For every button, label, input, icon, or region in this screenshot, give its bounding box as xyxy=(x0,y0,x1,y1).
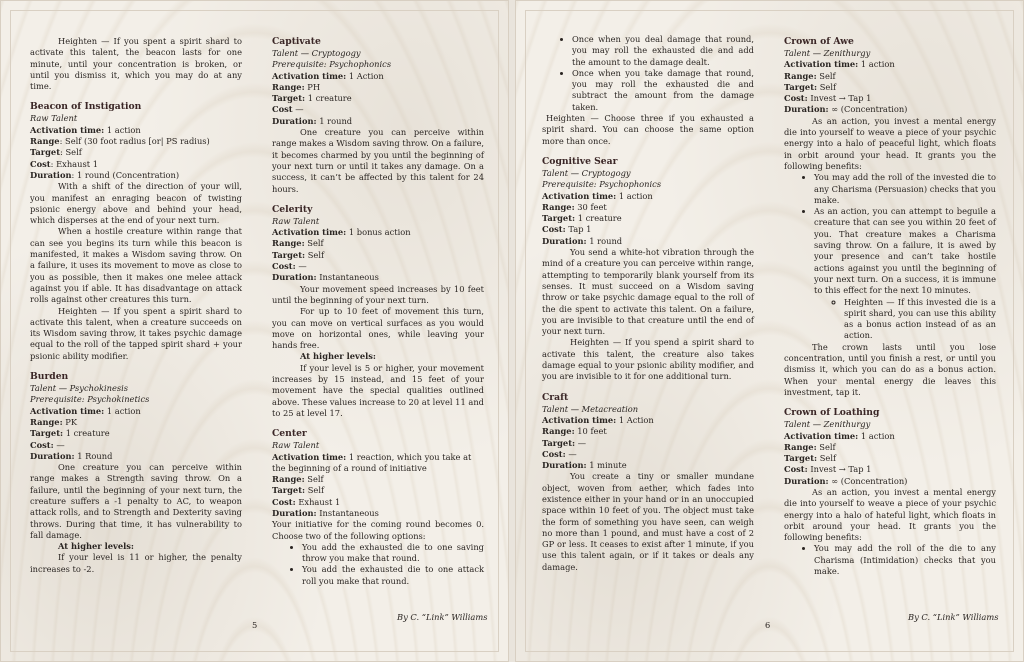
list-item xyxy=(814,206,996,342)
stat-line: Cost: — xyxy=(30,439,65,450)
stat-line: Range: Self xyxy=(272,238,324,249)
stat-line: Duration: 1 minute xyxy=(542,460,627,471)
stat-line: Cost: Exhaust 1 xyxy=(30,158,98,169)
heighten-intro: Heighten — If you spent a spirit shard to activate this talent, the beacon lasts for one minute, until your concentration is broken, or until you dismiss it, which you may do at any time. xyxy=(30,36,242,92)
stat-line: Duration: 1 round xyxy=(272,115,353,126)
stat-line: Target: Self xyxy=(272,249,325,260)
stat-line: Target: Self xyxy=(272,485,325,496)
list-item: • You add the exhausted die to one saving throw you make that round. xyxy=(302,542,484,565)
page6-column-2 xyxy=(784,36,996,577)
page-number: 6 xyxy=(765,620,771,630)
bullet-list xyxy=(784,543,996,577)
stat-line: Duration: Instantaneous xyxy=(272,507,379,518)
paragraph: For up to 10 feet of movement this turn, you can move on vertical surfaces as you would move on horizontal ones, while leaving your hands free. xyxy=(272,306,484,351)
stat-line: Cost: Exhaust 1 xyxy=(272,496,341,507)
stat-line: Activation time: 1 action xyxy=(784,59,895,70)
paragraph: As an action, you invest a mental energy die into yourself to weave a piece of your psychic energy into a halo of hateful light, which floats in orbit around your head. It grants you the following benefits: xyxy=(784,486,996,543)
talent-type: Talent — Cryptogogy xyxy=(542,167,631,178)
stat-line: Target: Self xyxy=(784,81,837,92)
page5-column-2 xyxy=(272,36,484,587)
list-item-text: As an action, you can attempt to beguile a creature that can see you within 20 feet of you. That creature makes a Charisma saving throw. On a failure, it is awed by your presence and can’t take hostile actions against you until the beginning of your next turn. On a success, it is immune to this effect for the next 10 minutes. xyxy=(814,206,996,296)
list-item: • You add the exhausted die to one attack roll you make that round. xyxy=(302,564,484,587)
author-footer: By C. “Link” Williams xyxy=(397,612,488,622)
stat-line: Cost: Tap 1 xyxy=(542,224,592,235)
higher-levels-label: At higher levels: xyxy=(300,351,376,362)
stat-line: Cost: — xyxy=(542,448,577,459)
paragraph: If your level is 11 or higher, the penalty increases to -2. xyxy=(30,552,242,574)
prerequisite: Prerequisite: Psychophonics xyxy=(542,179,662,190)
section-title: Captivate xyxy=(272,36,321,47)
talent-type: Raw Talent xyxy=(272,215,320,226)
paragraph: Heighten — If you spend a spirit shard to activate this talent, the creature also takes damage equal to your psionic ability modifier, and you are invisible to it for one additional turn. xyxy=(542,337,754,382)
bullet-list xyxy=(784,172,996,341)
paragraph: When a hostile creature within range that can see you begins its turn while this beacon is manifested, it makes a Wisdom saving throw. On a failure, it uses its movement to move as close to you as possible, then it makes one melee attack against you if able. It has disadvantage on attack rolls against other creatures this turn. xyxy=(30,226,242,305)
list-item: ◦ Heighten — If this invested die is a spirit shard, you can use this ability as a bonus action instead of as an action. xyxy=(844,297,996,342)
section-title: Beacon of Instigation xyxy=(30,101,142,113)
stat-line: Cost: Invest → Tap 1 xyxy=(784,93,872,104)
stat-line: Target: Self xyxy=(784,453,837,464)
stat-line: Target: Self xyxy=(30,147,82,158)
page-6 xyxy=(515,0,1024,662)
talent-type: Talent — Psychokinesis xyxy=(30,383,129,394)
stat-line: Duration: 1 Round xyxy=(30,450,113,461)
sub-bullet-list xyxy=(814,297,996,342)
stat-line: Range: Self (30 foot radius [or| PS radius) xyxy=(30,136,210,147)
stat-line: Target: 1 creature xyxy=(30,428,110,439)
talent-type: Talent — Metacreation xyxy=(542,403,639,414)
paragraph: Your initiative for the coming round becomes 0. Choose two of the following options: xyxy=(272,519,484,541)
talent-type: Raw Talent xyxy=(30,113,78,124)
prerequisite: Prerequisite: Psychophonics xyxy=(272,59,392,70)
stat-line: Range: 10 feet xyxy=(542,426,607,437)
stat-line: Activation time: 1 action xyxy=(30,405,141,416)
paragraph: You create a tiny or smaller mundane object, woven from aether, which fades into existence either in your hand or in an unoccupied space within 10 feet of you. The object must take the form of something you have seen, can weigh no more than 1 pound, and must have a cost of 2 GP or less. It ceases to exist after 1 minute, if you use this talent again, or if it takes or deals any damage. xyxy=(542,471,754,572)
section-title: Cognitive Sear xyxy=(542,155,618,167)
stat-line: Range: 30 feet xyxy=(542,201,607,212)
stat-line: Target: — xyxy=(542,437,587,448)
bullet-list xyxy=(542,34,754,113)
list-item: • You may add the roll of the die to any Charisma (Intimidation) checks that you make. xyxy=(814,543,996,577)
section-title: Crown of Awe xyxy=(784,36,854,47)
bullet-list xyxy=(272,542,484,587)
paragraph: One creature you can perceive within range makes a Wisdom saving throw. On a failure, it becomes charmed by you until the beginning of your next turn or until it takes any damage. On a success, it can’t be affected by this talent for 24 hours. xyxy=(272,127,484,194)
paragraph: You send a white-hot vibration through the mind of a creature you can perceive within range, attempting to temporarily blank yourself from its senses. It must succeed on a Wisdom saving throw or take psychic damage equal to the roll of the die spent to activate this talent. On a failure, you are invisible to that creature until the end of your next turn. xyxy=(542,247,754,337)
stat-line: Target: 1 creature xyxy=(272,93,352,104)
stat-line: Range: PK xyxy=(30,416,78,427)
list-item: • Once when you take damage that round, you may roll the exhausted die and subtract the amount from the damage taken. xyxy=(572,68,754,113)
section-title: Burden xyxy=(30,371,69,383)
stat-line: Activation time: 1 action xyxy=(30,124,141,135)
page-number: 5 xyxy=(252,620,258,630)
stat-line: Activation time: 1 action xyxy=(784,430,895,441)
page5-column-1 xyxy=(30,36,242,575)
paragraph: Your movement speed increases by 10 feet until the beginning of your next turn. xyxy=(272,283,484,305)
stat-line: Cost: — xyxy=(272,261,307,272)
talent-type: Talent — Zenithurgy xyxy=(784,419,871,430)
higher-levels-label: At higher levels: xyxy=(58,541,134,552)
paragraph: Heighten — Choose three if you exhausted a spirit shard. You can choose the same option more than once. xyxy=(542,113,754,146)
talent-type: Talent — Zenithurgy xyxy=(784,48,871,58)
paragraph: As an action, you invest a mental energy die into yourself to weave a piece of your psychic energy into a halo of peaceful light, which floats in orbit around your head. It grants you the following benefits: xyxy=(784,115,996,171)
stat-line: Target: 1 creature xyxy=(542,213,622,224)
stat-line: Activation time: 1 bonus action xyxy=(272,227,411,238)
page6-column-1 xyxy=(542,36,754,573)
talent-type: Raw Talent xyxy=(272,440,320,451)
paragraph: One creature you can perceive within range makes a Strength saving throw. On a failure, until the beginning of your next turn, the creature suffers a -1 penalty to AC, to weapon attack rolls, and to Strength and Dexterity saving throws. During that time, it has vulnerability to fall damage. xyxy=(30,462,242,540)
section-title: Craft xyxy=(542,391,569,403)
list-item: • You may add the roll of the invested die to any Charisma (Persuasion) checks that you make. xyxy=(814,172,996,206)
stat-line: Cost — xyxy=(272,104,304,115)
page-5 xyxy=(0,0,509,662)
stat-line: Range: Self xyxy=(784,441,836,452)
stat-line: Activation time: 1 Action xyxy=(542,414,654,425)
stat-line: Range: Self xyxy=(784,70,836,81)
stat-line: Duration: ∞ (Concentration) xyxy=(784,104,908,115)
stat-line: Duration: Instantaneous xyxy=(272,272,379,283)
stat-line: Duration: 1 round xyxy=(542,235,623,246)
stat-line: Duration: 1 round (Concentration) xyxy=(30,169,180,180)
stat-line: Duration: ∞ (Concentration) xyxy=(784,475,908,486)
paragraph: With a shift of the direction of your will, you manifest an enraging beacon of twisting psionic energy above and behind your head, which disperses at the end of your next turn. xyxy=(30,181,242,226)
paragraph: The crown lasts until you lose concentration, until you finish a rest, or until you dismiss it, which you can do as a bonus action. When your mental energy die leaves this investment, tap it. xyxy=(784,341,996,397)
paragraph: Heighten — If you spent a spirit shard to activate this talent, when a creature succeeds on its Wisdom saving throw, it takes psychic damage equal to the roll of the tapped spirit shard + your psionic ability modifier. xyxy=(30,305,242,361)
prerequisite: Prerequisite: Psychokinetics xyxy=(30,394,150,405)
list-item: • Once when you deal damage that round, you may roll the exhausted die and add the amount to the damage dealt. xyxy=(572,34,754,68)
stat-line: Activation time: 1 Action xyxy=(272,70,384,81)
section-title: Center xyxy=(272,428,307,440)
stat-line: Activation time: 1 action xyxy=(542,190,653,201)
stat-line: Cost: Invest → Tap 1 xyxy=(784,464,872,475)
stat-line: Activation time: 1 reaction, which you take at the beginning of a round of initiative xyxy=(272,451,472,473)
stat-line: Range: PH xyxy=(272,81,321,92)
author-footer: By C. “Link” Williams xyxy=(908,612,999,622)
stat-line: Range: Self xyxy=(272,474,324,485)
talent-type: Talent — Cryptogogy xyxy=(272,48,361,58)
paragraph: If your level is 5 or higher, your movement increases by 15 instead, and 15 feet of your movement have the special qualities outlined above. These values increase to 20 at level 11 and to 25 at level 17. xyxy=(272,362,484,418)
section-title: Celerity xyxy=(272,203,313,215)
section-title: Crown of Loathing xyxy=(784,407,880,419)
